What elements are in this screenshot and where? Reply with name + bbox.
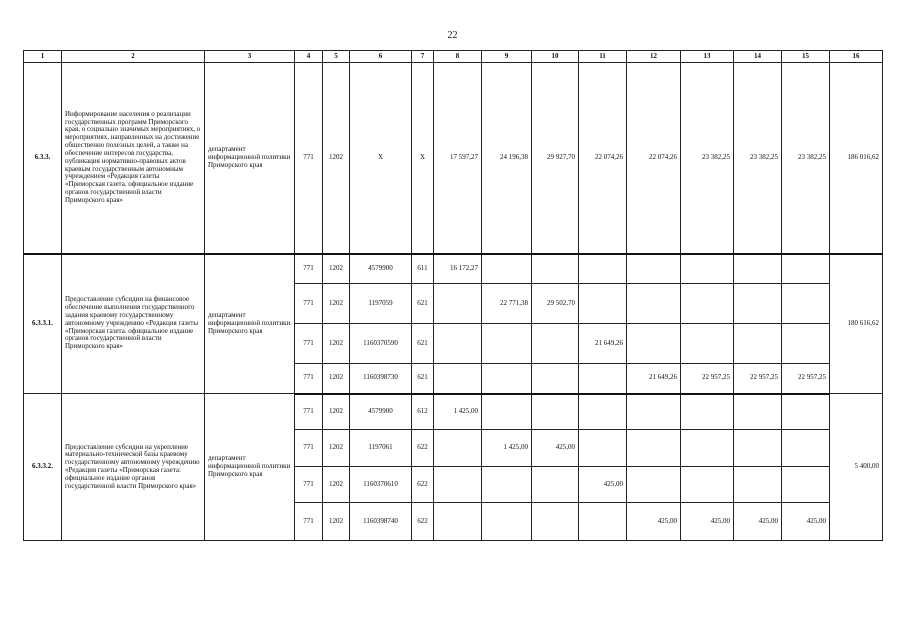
cell-grbs: 771 [295, 284, 323, 324]
header-cell: 9 [482, 51, 532, 63]
cell-amount: 22 074,26 [627, 63, 681, 254]
cell-amount [782, 254, 830, 284]
cell-amount [681, 430, 734, 467]
item-name: Предоставление субсидии на финансовое обеспечение выполнения государственного задания краевому государственному автономному учреждению «Редакция газеты «Приморская газета. официальное издание органов государственной власти Приморского края» [62, 254, 205, 394]
table-row [24, 394, 883, 430]
cell-amount [532, 324, 579, 364]
cell-amount [579, 394, 627, 430]
cell-section: 1202 [323, 324, 350, 364]
cell-amount: 425,00 [579, 467, 627, 503]
cell-amount [434, 430, 482, 467]
cell-amount: 16 172,27 [434, 254, 482, 284]
cell-amount [681, 254, 734, 284]
item-executor: департамент информационной политики Приморского края [205, 254, 295, 394]
cell-amount [482, 254, 532, 284]
header-cell: 16 [830, 51, 883, 63]
cell-amount: 425,00 [532, 430, 579, 467]
cell-amount [627, 324, 681, 364]
cell-amount [627, 254, 681, 284]
cell-amount [734, 394, 782, 430]
cell-amount: 24 196,38 [482, 63, 532, 254]
cell-amount [681, 324, 734, 364]
header-cell: 8 [434, 51, 482, 63]
cell-amount [579, 364, 627, 394]
cell-amount [627, 284, 681, 324]
cell-amount [782, 394, 830, 430]
cell-amount [532, 394, 579, 430]
cell-amount [681, 467, 734, 503]
cell-grbs: 771 [295, 254, 323, 284]
item-executor: департамент информационной политики Приморского края [205, 394, 295, 541]
cell-target-article: 1160370610 [350, 467, 412, 503]
cell-amount [482, 467, 532, 503]
cell-section: 1202 [323, 394, 350, 430]
cell-section: 1202 [323, 430, 350, 467]
cell-amount: 29 502,70 [532, 284, 579, 324]
cell-target-article: 1160398730 [350, 364, 412, 394]
cell-grbs: 771 [295, 467, 323, 503]
cell-target-article: 1160398740 [350, 503, 412, 541]
cell-section: 1202 [323, 63, 350, 254]
cell-amount [532, 503, 579, 541]
table-row [24, 63, 883, 254]
cell-amount [734, 254, 782, 284]
cell-grbs: 771 [295, 503, 323, 541]
item-number: 6.3.3. [24, 63, 62, 254]
cell-amount: 425,00 [681, 503, 734, 541]
cell-amount: 21 649,26 [627, 364, 681, 394]
cell-expense-type: 611 [412, 254, 434, 284]
cell-amount [482, 364, 532, 394]
header-cell: 11 [579, 51, 627, 63]
cell-section: 1202 [323, 503, 350, 541]
cell-target-article: 1160370590 [350, 324, 412, 364]
cell-amount [782, 324, 830, 364]
item-name: Информирование населения о реализации государственных программ Приморского края, о социально значимых мероприятиях, о мероприятиях, направленных на достижение общественно полезных целей, а также на обеспечение интересов государства, публикация нормативно-правовых актов краевым государственным автономным учреждением «Редакция газеты «Приморская газета. официальное издание органов государственной власти Приморского края» [62, 63, 205, 254]
cell-amount [579, 284, 627, 324]
cell-amount [681, 284, 734, 324]
item-number: 6.3.3.2. [24, 394, 62, 541]
item-name: Предоставление субсидии на укрепление материально-технической базы краевому государственному автономному учреждению «Редакция газеты «Приморская газета: официальное издание органов государственной власти Приморского края» [62, 394, 205, 541]
cell-amount [434, 364, 482, 394]
cell-amount: 23 382,25 [734, 63, 782, 254]
cell-amount: 23 382,25 [782, 63, 830, 254]
cell-amount: 22 957,25 [681, 364, 734, 394]
cell-amount [681, 394, 734, 430]
header-cell: 10 [532, 51, 579, 63]
cell-amount [482, 324, 532, 364]
header-cell: 13 [681, 51, 734, 63]
cell-expense-type: 621 [412, 364, 434, 394]
cell-section: 1202 [323, 467, 350, 503]
cell-amount: 22 074,26 [579, 63, 627, 254]
cell-amount [734, 284, 782, 324]
cell-expense-type: X [412, 63, 434, 254]
cell-amount [734, 324, 782, 364]
cell-amount [532, 364, 579, 394]
cell-amount [579, 430, 627, 467]
cell-amount [782, 284, 830, 324]
cell-amount: 22 957,25 [782, 364, 830, 394]
cell-target-article: 1197059 [350, 284, 412, 324]
cell-target-article: 1197061 [350, 430, 412, 467]
cell-amount [579, 503, 627, 541]
cell-amount [734, 430, 782, 467]
cell-total: 5 400,00 [830, 394, 883, 541]
header-cell: 5 [323, 51, 350, 63]
cell-amount [482, 503, 532, 541]
cell-target-article: 4579900 [350, 254, 412, 284]
cell-grbs: 771 [295, 364, 323, 394]
cell-amount: 17 597,27 [434, 63, 482, 254]
cell-amount: 23 382,25 [681, 63, 734, 254]
item-number: 6.3.3.1. [24, 254, 62, 394]
cell-amount [434, 467, 482, 503]
cell-amount [434, 503, 482, 541]
cell-amount [532, 467, 579, 503]
header-cell: 4 [295, 51, 323, 63]
budget-table [23, 50, 883, 541]
cell-amount: 29 927,70 [532, 63, 579, 254]
header-cell: 7 [412, 51, 434, 63]
cell-target-article: X [350, 63, 412, 254]
header-cell: 12 [627, 51, 681, 63]
cell-amount [627, 430, 681, 467]
header-cell: 2 [62, 51, 205, 63]
header-cell: 15 [782, 51, 830, 63]
cell-amount [627, 467, 681, 503]
cell-amount [482, 394, 532, 430]
cell-amount: 1 425,00 [434, 394, 482, 430]
cell-total: 180 616,62 [830, 254, 883, 394]
cell-amount: 425,00 [782, 503, 830, 541]
cell-total: 186 016,62 [830, 63, 883, 254]
cell-amount [782, 430, 830, 467]
header-row [24, 51, 883, 63]
cell-target-article: 4579900 [350, 394, 412, 430]
cell-grbs: 771 [295, 430, 323, 467]
cell-expense-type: 612 [412, 394, 434, 430]
cell-amount [782, 467, 830, 503]
cell-amount [579, 254, 627, 284]
cell-grbs: 771 [295, 324, 323, 364]
cell-expense-type: 622 [412, 430, 434, 467]
cell-section: 1202 [323, 284, 350, 324]
cell-amount [627, 394, 681, 430]
item-executor: департамент информационной политики Приморского края [205, 63, 295, 254]
cell-amount [434, 324, 482, 364]
cell-amount [734, 467, 782, 503]
header-cell: 6 [350, 51, 412, 63]
cell-grbs: 771 [295, 394, 323, 430]
cell-amount: 21 649,26 [579, 324, 627, 364]
page-number: 22 [447, 30, 458, 41]
cell-amount: 425,00 [627, 503, 681, 541]
cell-amount: 425,00 [734, 503, 782, 541]
cell-amount [434, 284, 482, 324]
cell-expense-type: 622 [412, 467, 434, 503]
cell-amount: 1 425,00 [482, 430, 532, 467]
cell-section: 1202 [323, 254, 350, 284]
cell-amount [532, 254, 579, 284]
cell-grbs: 771 [295, 63, 323, 254]
cell-expense-type: 622 [412, 503, 434, 541]
table-row [24, 254, 883, 284]
cell-section: 1202 [323, 364, 350, 394]
header-cell: 3 [205, 51, 295, 63]
cell-amount: 22 771,38 [482, 284, 532, 324]
cell-expense-type: 621 [412, 324, 434, 364]
header-cell: 1 [24, 51, 62, 63]
cell-expense-type: 621 [412, 284, 434, 324]
cell-amount: 22 957,25 [734, 364, 782, 394]
header-cell: 14 [734, 51, 782, 63]
